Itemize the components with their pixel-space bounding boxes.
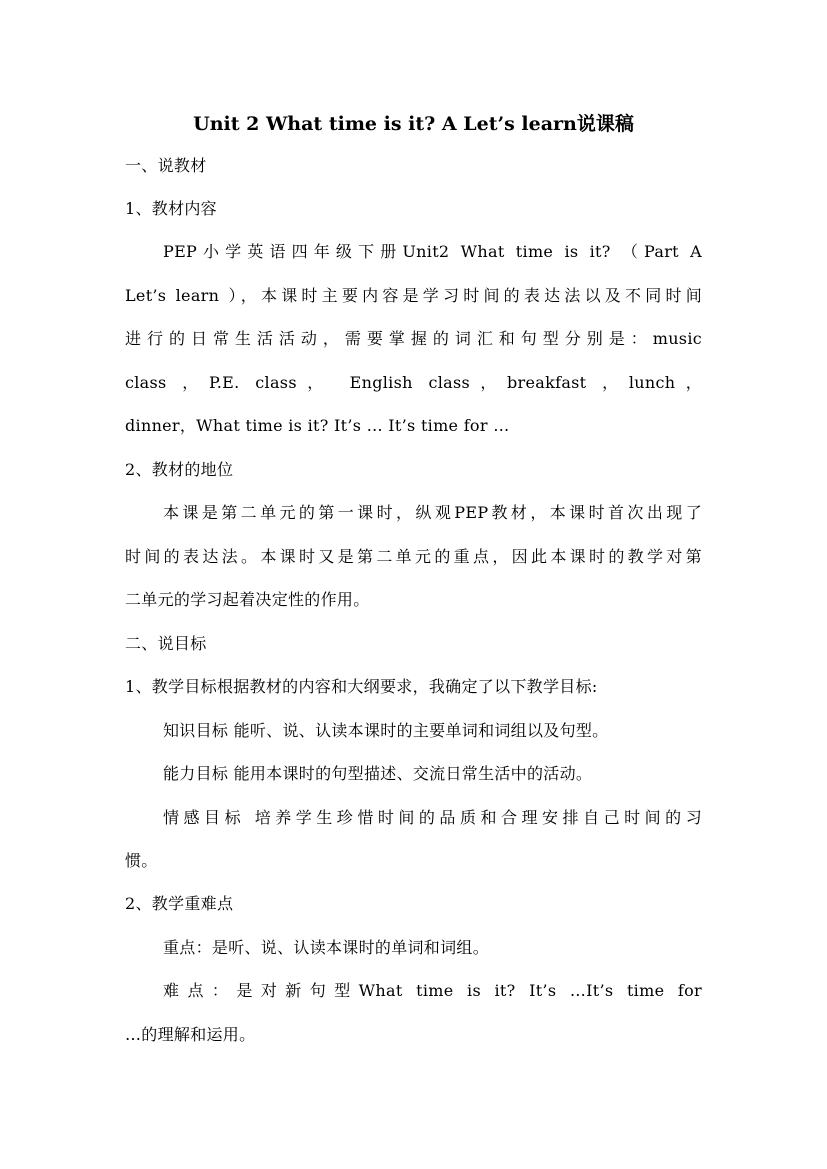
subheading-teaching-objectives: 1、教学目标根据教材的内容和大纲要求，我确定了以下教学目标: (125, 677, 598, 696)
subheading-material-position: 2、教材的地位 (125, 460, 234, 479)
paragraph-line: class ，P.E. class， English class，breakfast ，lunch， (125, 373, 702, 392)
paragraph-line: 时间的表达法。本课时又是第二单元的重点，因此本课时的教学对第 (125, 547, 702, 566)
paragraph-line: 二单元的学习起着决定性的作用。 (125, 590, 370, 609)
paragraph-line: dinner，What time is it? It’s … It’s time for … (125, 416, 510, 435)
difficult-point: 难点：是对新句型What time is it? It’s …It’s time for (163, 981, 702, 1000)
subheading-key-difficult-points: 2、教学重难点 (125, 894, 234, 913)
paragraph-line: …的理解和运用。 (125, 1025, 256, 1044)
paragraph-line: 进行的日常生活活动，需要掌握的词汇和句型分别是：music (125, 329, 702, 348)
objective-emotion: 情感目标 培养学生珍惜时间的品质和合理安排自己时间的习 (163, 808, 702, 827)
paragraph-line: 惯。 (125, 851, 158, 870)
document-title: Unit 2 What time is it? A Let’s learn说课稿 (193, 113, 634, 135)
subheading-material-content: 1、教材内容 (125, 199, 217, 218)
paragraph-line: Let’s learn ），本课时主要内容是学习时间的表达法以及不同时间 (125, 286, 702, 305)
section-heading-teaching-material: 一、说教材 (125, 156, 207, 175)
paragraph-line: 本课是第二单元的第一课时，纵观PEP教材，本课时首次出现了 (163, 503, 702, 522)
objective-ability: 能力目标 能用本课时的句型描述、交流日常生活中的活动。 (163, 764, 593, 783)
section-heading-objectives: 二、说目标 (125, 634, 207, 653)
objective-knowledge: 知识目标 能听、说、认读本课时的主要单词和词组以及句型。 (163, 721, 609, 740)
key-point: 重点：是听、说、认读本课时的单词和词组。 (163, 938, 490, 957)
paragraph-line: PEP小学英语四年级下册Unit2 What time is it? （Part A (163, 242, 702, 261)
